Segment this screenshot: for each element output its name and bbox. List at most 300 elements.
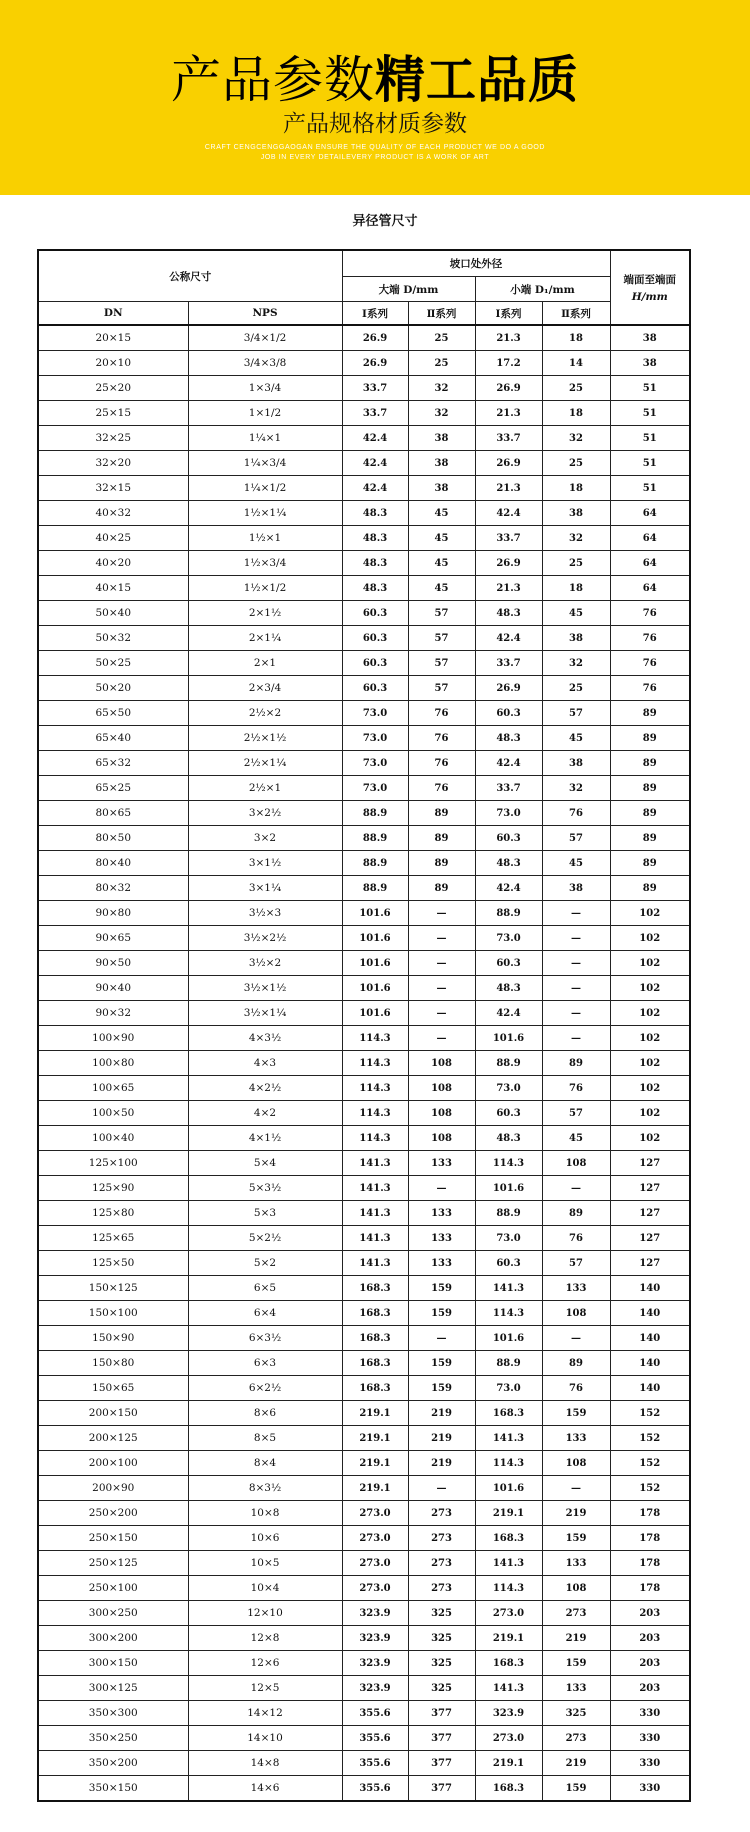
cell-small-series-1: 88.9 [475, 1351, 542, 1376]
table-row [38, 1751, 690, 1776]
cell-large-series-1: 33.7 [342, 376, 408, 401]
cell-nps: 2×3/4 [188, 676, 342, 701]
table-row [38, 851, 690, 876]
cell-large-series-2: 89 [408, 851, 475, 876]
table-row [38, 1726, 690, 1751]
cell-end-to-end: 64 [610, 526, 690, 551]
cell-large-series-2: 108 [408, 1051, 475, 1076]
cell-nps: 3½×1½ [188, 976, 342, 1001]
cell-small-series-1: 33.7 [475, 651, 542, 676]
cell-nps: 6×3 [188, 1351, 342, 1376]
cell-small-series-1: 42.4 [475, 751, 542, 776]
cell-nps: 3½×2½ [188, 926, 342, 951]
cell-dn: 300×250 [38, 1601, 188, 1626]
cell-small-series-1: 168.3 [475, 1526, 542, 1551]
cell-large-series-2: 159 [408, 1301, 475, 1326]
cell-small-series-2: 133 [542, 1426, 610, 1451]
cell-dn: 90×50 [38, 951, 188, 976]
cell-small-series-1: 168.3 [475, 1401, 542, 1426]
table-row [38, 1276, 690, 1301]
cell-dn: 300×150 [38, 1651, 188, 1676]
cell-dn: 20×10 [38, 351, 188, 376]
cell-large-series-1: 273.0 [342, 1501, 408, 1526]
cell-nps: 8×4 [188, 1451, 342, 1476]
table-row [38, 376, 690, 401]
cell-large-series-1: 114.3 [342, 1076, 408, 1101]
cell-small-series-2: 133 [542, 1276, 610, 1301]
cell-nps: 2×1 [188, 651, 342, 676]
table-row [38, 876, 690, 901]
cell-small-series-2: 45 [542, 726, 610, 751]
cell-large-series-2: 219 [408, 1426, 475, 1451]
cell-large-series-2: 133 [408, 1251, 475, 1276]
cell-nps: 1¼×3/4 [188, 451, 342, 476]
cell-nps: 10×4 [188, 1576, 342, 1601]
cell-end-to-end: 330 [610, 1726, 690, 1751]
cell-end-to-end: 203 [610, 1651, 690, 1676]
cell-small-series-2: 38 [542, 751, 610, 776]
cell-large-series-2: 57 [408, 601, 475, 626]
cell-small-series-1: 48.3 [475, 726, 542, 751]
table-row [38, 1026, 690, 1051]
cell-large-series-1: 323.9 [342, 1626, 408, 1651]
cell-large-series-1: 48.3 [342, 551, 408, 576]
cell-small-series-1: 48.3 [475, 601, 542, 626]
cell-large-series-1: 168.3 [342, 1301, 408, 1326]
table-title: 异径管尺寸 [352, 214, 418, 229]
cell-large-series-2: 76 [408, 701, 475, 726]
cell-small-series-1: 60.3 [475, 951, 542, 976]
cell-dn: 125×65 [38, 1226, 188, 1251]
cell-end-to-end: 152 [610, 1476, 690, 1501]
cell-small-series-1: 219.1 [475, 1751, 542, 1776]
cell-large-series-1: 141.3 [342, 1176, 408, 1201]
cell-small-series-2: — [542, 1326, 610, 1351]
cell-large-series-1: 73.0 [342, 751, 408, 776]
cell-dn: 150×100 [38, 1301, 188, 1326]
cell-large-series-2: 159 [408, 1276, 475, 1301]
cell-small-series-2: 273 [542, 1726, 610, 1751]
cell-end-to-end: 89 [610, 726, 690, 751]
cell-large-series-2: 38 [408, 476, 475, 501]
cell-large-series-1: 60.3 [342, 651, 408, 676]
cell-nps: 10×5 [188, 1551, 342, 1576]
cell-large-series-1: 219.1 [342, 1451, 408, 1476]
cell-end-to-end: 76 [610, 676, 690, 701]
cell-dn: 250×125 [38, 1551, 188, 1576]
cell-end-to-end: 330 [610, 1751, 690, 1776]
cell-large-series-2: 32 [408, 376, 475, 401]
cell-small-series-2: 32 [542, 426, 610, 451]
cell-dn: 65×40 [38, 726, 188, 751]
cell-dn: 100×80 [38, 1051, 188, 1076]
cell-nps: 2½×1½ [188, 726, 342, 751]
table-row [38, 1776, 690, 1802]
cell-small-series-2: — [542, 1476, 610, 1501]
cell-small-series-1: 73.0 [475, 1376, 542, 1401]
cell-dn: 90×65 [38, 926, 188, 951]
cell-nps: 3½×1¼ [188, 1001, 342, 1026]
cell-large-series-2: — [408, 926, 475, 951]
cell-large-series-2: 325 [408, 1651, 475, 1676]
cell-dn: 100×90 [38, 1026, 188, 1051]
cell-dn: 150×90 [38, 1326, 188, 1351]
cell-end-to-end: 89 [610, 801, 690, 826]
cell-small-series-1: 48.3 [475, 851, 542, 876]
cell-large-series-2: 219 [408, 1401, 475, 1426]
cell-small-series-2: 89 [542, 1201, 610, 1226]
table-row [38, 1701, 690, 1726]
cell-small-series-1: 42.4 [475, 876, 542, 901]
cell-small-series-1: 88.9 [475, 1201, 542, 1226]
cell-nps: 2×1½ [188, 601, 342, 626]
cell-end-to-end: 89 [610, 851, 690, 876]
cell-large-series-1: 273.0 [342, 1526, 408, 1551]
cell-end-to-end: 51 [610, 376, 690, 401]
cell-end-to-end: 76 [610, 651, 690, 676]
cell-large-series-2: 89 [408, 826, 475, 851]
cell-nps: 14×10 [188, 1726, 342, 1751]
table-row [38, 951, 690, 976]
cell-small-series-2: 18 [542, 325, 610, 351]
cell-small-series-2: 108 [542, 1451, 610, 1476]
cell-small-series-1: 219.1 [475, 1626, 542, 1651]
cell-nps: 1¼×1/2 [188, 476, 342, 501]
cell-large-series-1: 26.9 [342, 351, 408, 376]
cell-large-series-1: 168.3 [342, 1351, 408, 1376]
cell-nps: 10×6 [188, 1526, 342, 1551]
cell-end-to-end: 89 [610, 876, 690, 901]
cell-large-series-1: 273.0 [342, 1576, 408, 1601]
cell-nps: 3×1¼ [188, 876, 342, 901]
table-row [38, 426, 690, 451]
cell-large-series-2: 108 [408, 1076, 475, 1101]
cell-small-series-1: 141.3 [475, 1551, 542, 1576]
cell-large-series-1: 114.3 [342, 1051, 408, 1076]
table-row [38, 1476, 690, 1501]
cell-large-series-1: 88.9 [342, 876, 408, 901]
cell-end-to-end: 330 [610, 1701, 690, 1726]
cell-dn: 40×25 [38, 526, 188, 551]
cell-small-series-1: 21.3 [475, 476, 542, 501]
cell-dn: 80×32 [38, 876, 188, 901]
cell-dn: 65×32 [38, 751, 188, 776]
cell-small-series-2: — [542, 901, 610, 926]
cell-nps: 3/4×3/8 [188, 351, 342, 376]
cell-small-series-2: 18 [542, 401, 610, 426]
cell-small-series-2: 38 [542, 626, 610, 651]
cell-large-series-1: 323.9 [342, 1676, 408, 1701]
cell-small-series-1: 101.6 [475, 1176, 542, 1201]
cell-nps: 3/4×1/2 [188, 325, 342, 351]
table-row [38, 1001, 690, 1026]
cell-large-series-1: 88.9 [342, 826, 408, 851]
cell-dn: 40×20 [38, 551, 188, 576]
cell-large-series-2: 57 [408, 651, 475, 676]
cell-large-series-1: 73.0 [342, 776, 408, 801]
header-small-series-1: Ⅰ系列 [475, 302, 542, 326]
cell-small-series-2: 108 [542, 1301, 610, 1326]
cell-nps: 10×8 [188, 1501, 342, 1526]
table-row [38, 1676, 690, 1701]
cell-small-series-1: 141.3 [475, 1276, 542, 1301]
cell-large-series-1: 42.4 [342, 451, 408, 476]
cell-large-series-1: 60.3 [342, 601, 408, 626]
cell-large-series-1: 355.6 [342, 1751, 408, 1776]
table-row [38, 726, 690, 751]
cell-end-to-end: 64 [610, 551, 690, 576]
cell-large-series-2: 325 [408, 1676, 475, 1701]
table-row [38, 551, 690, 576]
cell-nps: 2½×1¼ [188, 751, 342, 776]
cell-end-to-end: 127 [610, 1226, 690, 1251]
table-row [38, 1351, 690, 1376]
cell-small-series-1: 273.0 [475, 1601, 542, 1626]
header-large-series-1: Ⅰ系列 [342, 302, 408, 326]
table-row [38, 651, 690, 676]
cell-large-series-2: — [408, 1326, 475, 1351]
cell-nps: 2½×1 [188, 776, 342, 801]
cell-dn: 40×32 [38, 501, 188, 526]
cell-large-series-2: — [408, 1001, 475, 1026]
cell-dn: 25×20 [38, 376, 188, 401]
table-row [38, 1301, 690, 1326]
cell-nps: 1½×1¼ [188, 501, 342, 526]
cell-large-series-1: 60.3 [342, 676, 408, 701]
header-nps: NPS [188, 302, 342, 326]
cell-small-series-2: 76 [542, 1076, 610, 1101]
cell-end-to-end: 102 [610, 976, 690, 1001]
cell-dn: 40×15 [38, 576, 188, 601]
cell-nps: 6×5 [188, 1276, 342, 1301]
cell-small-series-1: 88.9 [475, 1051, 542, 1076]
cell-small-series-1: 323.9 [475, 1701, 542, 1726]
cell-small-series-1: 17.2 [475, 351, 542, 376]
cell-large-series-1: 48.3 [342, 576, 408, 601]
cell-small-series-2: 76 [542, 1376, 610, 1401]
cell-large-series-1: 101.6 [342, 1001, 408, 1026]
cell-small-series-1: 26.9 [475, 451, 542, 476]
cell-large-series-2: — [408, 1176, 475, 1201]
tagline-line-1: CRAFT CENGCENGGAOGAN ENSURE THE QUALITY OF EACH PRODUCT WE DO A GOOD [204, 144, 546, 151]
table-row [38, 701, 690, 726]
cell-end-to-end: 102 [610, 1101, 690, 1126]
cell-dn: 125×90 [38, 1176, 188, 1201]
table-row [38, 1251, 690, 1276]
page-title [0, 52, 750, 108]
cell-small-series-1: 73.0 [475, 801, 542, 826]
cell-small-series-2: 32 [542, 526, 610, 551]
title-bold: 精工品质 [375, 51, 579, 109]
cell-nps: 1½×1/2 [188, 576, 342, 601]
table-row [38, 1151, 690, 1176]
cell-dn: 32×20 [38, 451, 188, 476]
cell-small-series-2: 133 [542, 1676, 610, 1701]
cell-dn: 250×200 [38, 1501, 188, 1526]
cell-large-series-1: 168.3 [342, 1276, 408, 1301]
cell-large-series-2: 108 [408, 1101, 475, 1126]
header-bevel-od: 坡口处外径 [342, 250, 610, 277]
table-row [38, 1176, 690, 1201]
table-row [38, 1076, 690, 1101]
cell-large-series-1: 141.3 [342, 1201, 408, 1226]
cell-small-series-1: 101.6 [475, 1026, 542, 1051]
cell-small-series-1: 21.3 [475, 576, 542, 601]
cell-dn: 32×15 [38, 476, 188, 501]
table-body [38, 325, 690, 1801]
cell-small-series-2: 325 [542, 1701, 610, 1726]
table-row [38, 1401, 690, 1426]
table-row [38, 401, 690, 426]
cell-nps: 1½×1 [188, 526, 342, 551]
cell-large-series-1: 219.1 [342, 1476, 408, 1501]
cell-dn: 350×200 [38, 1751, 188, 1776]
cell-large-series-1: 273.0 [342, 1551, 408, 1576]
cell-large-series-2: 45 [408, 501, 475, 526]
cell-end-to-end: 178 [610, 1526, 690, 1551]
cell-small-series-2: 159 [542, 1651, 610, 1676]
cell-nps: 14×6 [188, 1776, 342, 1802]
cell-large-series-2: 133 [408, 1226, 475, 1251]
cell-large-series-2: — [408, 951, 475, 976]
cell-large-series-1: 219.1 [342, 1401, 408, 1426]
table-row [38, 1626, 690, 1651]
cell-nps: 12×5 [188, 1676, 342, 1701]
cell-nps: 8×6 [188, 1401, 342, 1426]
cell-dn: 250×100 [38, 1576, 188, 1601]
cell-nps: 4×1½ [188, 1126, 342, 1151]
cell-end-to-end: 102 [610, 1051, 690, 1076]
cell-large-series-2: 76 [408, 751, 475, 776]
cell-small-series-1: 48.3 [475, 1126, 542, 1151]
cell-large-series-1: 323.9 [342, 1651, 408, 1676]
cell-nps: 3½×2 [188, 951, 342, 976]
cell-large-series-2: 325 [408, 1626, 475, 1651]
cell-large-series-2: 45 [408, 551, 475, 576]
cell-nps: 4×2 [188, 1101, 342, 1126]
cell-small-series-2: — [542, 1001, 610, 1026]
cell-nps: 5×3½ [188, 1176, 342, 1201]
cell-large-series-2: 25 [408, 325, 475, 351]
table-row [38, 1501, 690, 1526]
cell-large-series-2: 45 [408, 576, 475, 601]
cell-large-series-2: — [408, 1476, 475, 1501]
cell-small-series-2: 159 [542, 1401, 610, 1426]
cell-nps: 12×6 [188, 1651, 342, 1676]
cell-large-series-2: 32 [408, 401, 475, 426]
table-row [38, 1226, 690, 1251]
cell-small-series-1: 21.3 [475, 401, 542, 426]
cell-dn: 65×50 [38, 701, 188, 726]
page-subtitle: 产品规格材质参数 [283, 111, 467, 137]
cell-large-series-1: 355.6 [342, 1726, 408, 1751]
cell-dn: 32×25 [38, 426, 188, 451]
cell-small-series-2: 57 [542, 1101, 610, 1126]
table-row [38, 351, 690, 376]
cell-dn: 200×125 [38, 1426, 188, 1451]
cell-small-series-1: 33.7 [475, 426, 542, 451]
cell-small-series-1: 114.3 [475, 1576, 542, 1601]
cell-large-series-2: — [408, 901, 475, 926]
cell-small-series-2: 14 [542, 351, 610, 376]
cell-nps: 14×8 [188, 1751, 342, 1776]
cell-small-series-2: 38 [542, 501, 610, 526]
header-large-series-2: Ⅱ系列 [408, 302, 475, 326]
cell-dn: 150×125 [38, 1276, 188, 1301]
cell-small-series-2: 89 [542, 1351, 610, 1376]
cell-large-series-2: 159 [408, 1351, 475, 1376]
table-row [38, 325, 690, 351]
cell-small-series-2: 57 [542, 701, 610, 726]
cell-small-series-2: — [542, 1026, 610, 1051]
cell-small-series-2: 25 [542, 451, 610, 476]
cell-nps: 5×2½ [188, 1226, 342, 1251]
table-row [38, 476, 690, 501]
cell-small-series-2: 89 [542, 1051, 610, 1076]
header-nominal-size: 公称尺寸 [38, 250, 342, 302]
cell-dn: 20×15 [38, 325, 188, 351]
cell-end-to-end: 152 [610, 1451, 690, 1476]
cell-dn: 350×250 [38, 1726, 188, 1751]
cell-nps: 5×4 [188, 1151, 342, 1176]
cell-large-series-1: 73.0 [342, 701, 408, 726]
cell-dn: 90×80 [38, 901, 188, 926]
cell-small-series-2: 45 [542, 601, 610, 626]
cell-large-series-1: 355.6 [342, 1776, 408, 1802]
cell-small-series-2: 76 [542, 801, 610, 826]
table-row [38, 1051, 690, 1076]
cell-small-series-1: 42.4 [475, 501, 542, 526]
cell-large-series-1: 101.6 [342, 951, 408, 976]
cell-large-series-2: 133 [408, 1201, 475, 1226]
table-row [38, 1376, 690, 1401]
cell-nps: 4×3 [188, 1051, 342, 1076]
cell-small-series-2: 25 [542, 676, 610, 701]
cell-large-series-1: 88.9 [342, 851, 408, 876]
cell-large-series-2: 25 [408, 351, 475, 376]
cell-large-series-1: 26.9 [342, 325, 408, 351]
cell-small-series-1: 273.0 [475, 1726, 542, 1751]
cell-large-series-2: 377 [408, 1751, 475, 1776]
table-row [38, 676, 690, 701]
cell-small-series-2: 45 [542, 851, 610, 876]
table-row [38, 826, 690, 851]
cell-nps: 3×2 [188, 826, 342, 851]
table-row [38, 1551, 690, 1576]
cell-dn: 350×300 [38, 1701, 188, 1726]
cell-dn: 90×32 [38, 1001, 188, 1026]
cell-end-to-end: 203 [610, 1676, 690, 1701]
cell-small-series-2: — [542, 926, 610, 951]
cell-large-series-2: 108 [408, 1126, 475, 1151]
cell-large-series-2: 89 [408, 876, 475, 901]
cell-small-series-1: 42.4 [475, 626, 542, 651]
cell-dn: 125×80 [38, 1201, 188, 1226]
cell-small-series-2: 219 [542, 1751, 610, 1776]
cell-large-series-2: 57 [408, 676, 475, 701]
cell-dn: 200×150 [38, 1401, 188, 1426]
cell-large-series-2: 219 [408, 1451, 475, 1476]
cell-small-series-2: 57 [542, 1251, 610, 1276]
header-small-series-2: Ⅱ系列 [542, 302, 610, 326]
cell-dn: 50×32 [38, 626, 188, 651]
cell-nps: 3×1½ [188, 851, 342, 876]
cell-small-series-2: 159 [542, 1526, 610, 1551]
table-row [38, 576, 690, 601]
cell-large-series-1: 168.3 [342, 1326, 408, 1351]
cell-small-series-1: 48.3 [475, 976, 542, 1001]
cell-end-to-end: 89 [610, 826, 690, 851]
